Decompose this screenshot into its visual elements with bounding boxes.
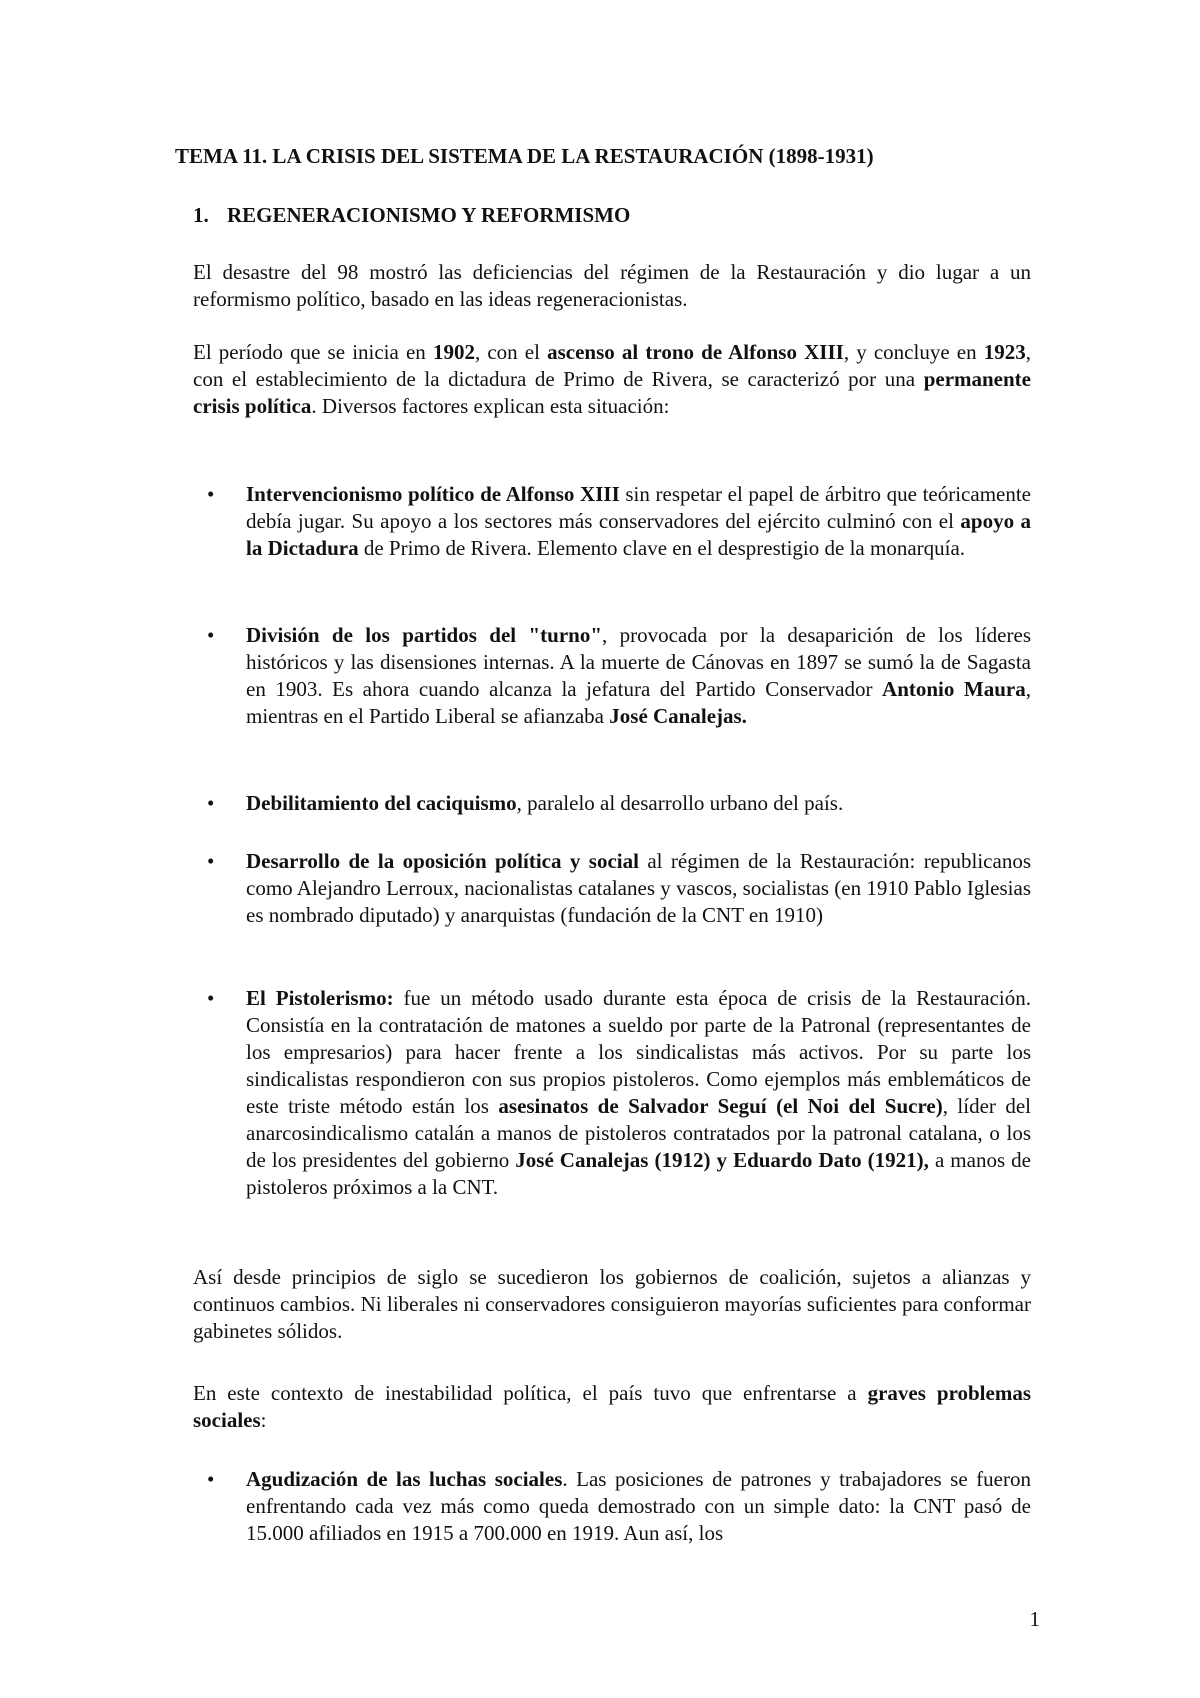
list-item xyxy=(193,622,1031,730)
bullet-icon: • xyxy=(207,986,215,1010)
page-title: TEMA 11. LA CRISIS DEL SISTEMA DE LA RESTAURACIÓN (1898-1931) xyxy=(175,144,874,168)
page-number: 1 xyxy=(1029,1607,1040,1631)
bullet-icon: • xyxy=(207,1467,215,1491)
bullet-icon: • xyxy=(207,791,215,815)
section-heading xyxy=(193,202,630,229)
bold-run: El Pistolerismo: xyxy=(246,986,394,1010)
bold-run: José Canalejas (1912) y Eduardo Dato (1921), xyxy=(515,1148,929,1172)
list-item-text xyxy=(246,1466,1031,1547)
text-run: , mientras en el Partido Liberal se afianzaba xyxy=(246,677,1031,728)
bold-run: ascenso al trono de Alfonso XIII xyxy=(547,340,844,364)
list-item xyxy=(193,481,1031,562)
text-run: . Diversos factores explican esta situación: xyxy=(311,394,670,418)
list-item xyxy=(193,848,1031,929)
text-run: fue un método usado durante esta época de crisis de la Restauración. Consistía en la contratación de matones a sueldo por parte de la Patronal (representantes de los empresarios) para hacer frente a los sindicalistas más activos. Por su parte los sindicalistas respondieron con sus propios pistoleros. Como ejemplos más emblemáticos de este triste método están los xyxy=(246,986,1031,1118)
list-item xyxy=(193,985,1031,1201)
list-item-text xyxy=(246,481,1031,562)
list-item-text xyxy=(246,848,1031,929)
text-run: sin respetar el papel de árbitro que teóricamente debía jugar. Su apoyo a los sectores más conservadores del ejército culminó con el xyxy=(246,482,1032,533)
text-run: , con el establecimiento de la dictadura de Primo de Rivera, se caracterizó por una xyxy=(193,340,1031,391)
text-run: a manos de pistoleros próximos a la CNT. xyxy=(246,1148,1031,1199)
bold-run: Intervencionismo político de Alfonso XIII xyxy=(246,482,620,506)
bold-run: Antonio Maura xyxy=(882,677,1026,701)
bold-run: División de los partidos del "turno" xyxy=(246,623,602,647)
text-run: al régimen de la Restauración: republicanos como Alejandro Lerroux, nacionalistas catalanes y vascos, socialistas (en 1910 Pablo Iglesias es nombrado diputado) y anarquistas (fundación de la CNT en 1910) xyxy=(246,849,1031,927)
text-run: . Las posiciones de patrones y trabajadores se fueron enfrentando cada vez más como queda demostrado con un simple dato: la CNT pasó de 15.000 afiliados en 1915 a 700.000 en 1919. Aun así, los xyxy=(246,1467,1031,1545)
list-item xyxy=(193,1466,1031,1547)
list-item-text xyxy=(246,622,1031,730)
bold-run: José Canalejas. xyxy=(609,704,747,728)
text-run: de Primo de Rivera. Elemento clave en el desprestigio de la monarquía. xyxy=(358,536,966,560)
bold-run: apoyo a la Dictadura xyxy=(246,509,1031,560)
text-run: , provocada por la desaparición de los líderes históricos y las disensiones internas. A la muerte de Cánovas en 1897 se sumó la de Sagasta en 1903. Es ahora cuando alcanza la jefatura del Partido Conservador xyxy=(246,623,1031,701)
bold-run: permanente crisis política xyxy=(193,367,1031,418)
text-run: , líder del anarcosindicalismo catalán a manos de pistoleros contratados por la patronal catalana, o los de los presidentes del gobierno xyxy=(246,1094,1031,1172)
bold-run: Desarrollo de la oposición política y social xyxy=(246,849,639,873)
paragraph-coalitions: Así desde principios de siglo se sucedieron los gobiernos de coalición, sujetos a alianzas y continuos cambios. Ni liberales ni conservadores consiguieron mayorías suficientes para conformar gabinetes sólidos. xyxy=(193,1265,1031,1343)
bold-run: Debilitamiento del caciquismo xyxy=(246,791,517,815)
text-run: , y concluye en xyxy=(843,340,984,364)
text-run: En este contexto de inestabilidad política, el país tuvo que enfrentarse a xyxy=(193,1381,868,1405)
list-item-text xyxy=(246,985,1031,1201)
bold-run: graves problemas sociales xyxy=(193,1381,1032,1432)
text-run: , paralelo al desarrollo urbano del país. xyxy=(516,791,844,815)
bullet-icon: • xyxy=(207,482,215,506)
paragraph-intro: El desastre del 98 mostró las deficiencias del régimen de la Restauración y dio lugar a un reformismo político, basado en las ideas regeneracionistas. xyxy=(193,260,1031,311)
bold-run: 1902 xyxy=(432,340,475,364)
bullet-icon: • xyxy=(207,623,215,647)
text-run: , con el xyxy=(474,340,548,364)
bold-run: 1923 xyxy=(983,340,1026,364)
bullet-icon: • xyxy=(207,849,215,873)
text-run: : xyxy=(260,1408,267,1432)
bold-run: Agudización de las luchas sociales xyxy=(246,1467,563,1491)
bold-run: asesinatos de Salvador Seguí (el Noi del Sucre) xyxy=(498,1094,943,1118)
text-run: El período que se inicia en xyxy=(193,340,433,364)
list-item xyxy=(193,790,1031,817)
paragraph-context xyxy=(193,1380,1031,1434)
list-item-text xyxy=(246,790,1031,817)
section-number: 1. xyxy=(193,203,209,227)
paragraph-period xyxy=(193,339,1031,420)
section-title: REGENERACIONISMO Y REFORMISMO xyxy=(227,203,631,227)
